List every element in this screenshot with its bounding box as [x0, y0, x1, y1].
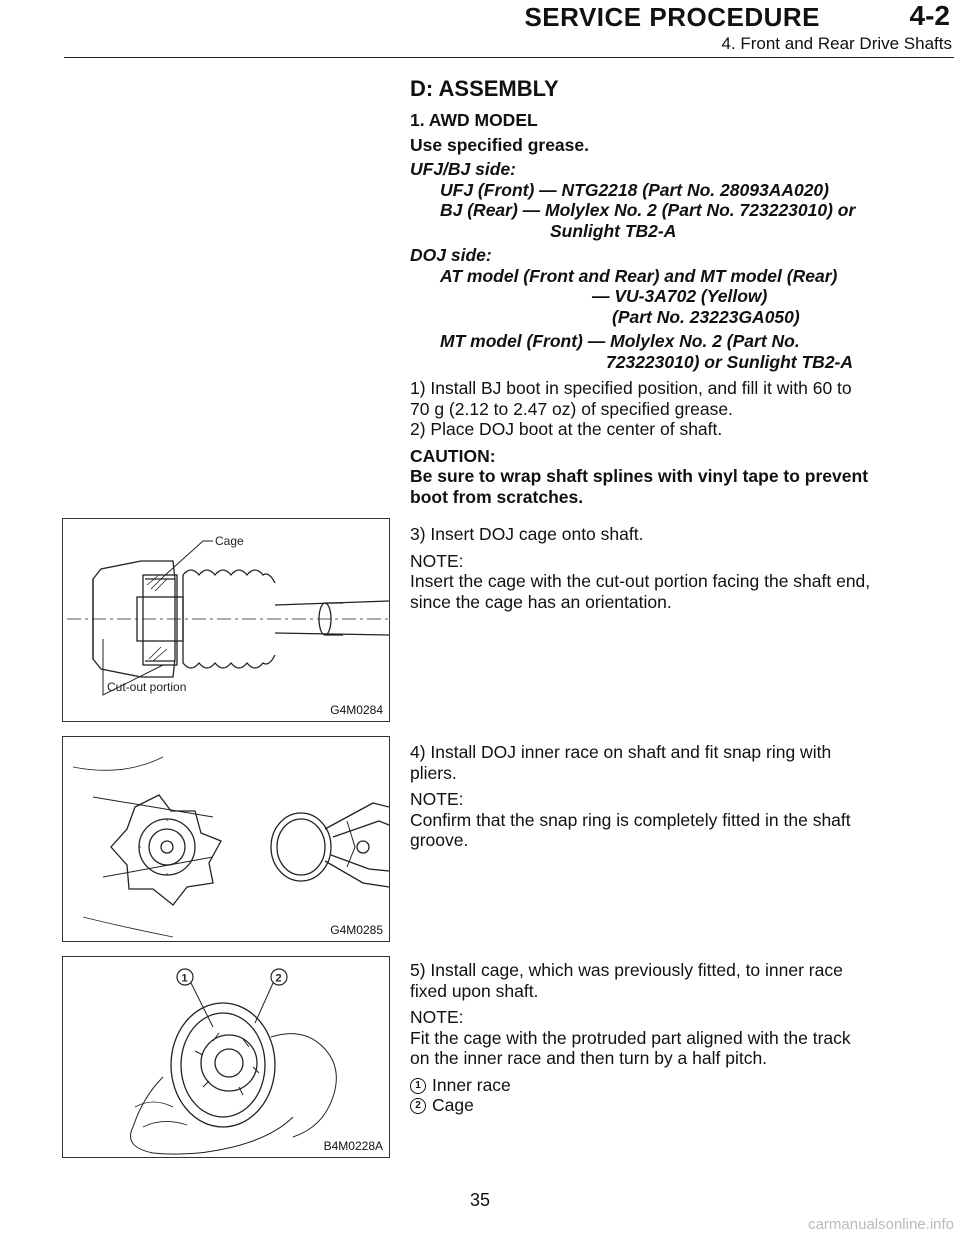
- cage-label: Cage: [215, 534, 244, 548]
- step-5-note-line-1: Fit the cage with the protruded part aligned with the track: [410, 1027, 851, 1048]
- step-2: 2) Place DOJ boot at the center of shaft.: [410, 419, 723, 439]
- legend-number: 2: [410, 1098, 426, 1114]
- callout-1: 1: [181, 972, 188, 985]
- doj-mt-line-cont: 723223010) or Sunlight TB2-A: [606, 351, 854, 372]
- doj-at-line: AT model (Front and Rear) and MT model (Rear): [440, 265, 838, 286]
- page-heading: D: ASSEMBLY: [410, 76, 559, 101]
- grease-intro: Use specified grease.: [410, 134, 589, 155]
- bj-line: BJ (Rear) — Molylex No. 2 (Part No. 723223010) or: [440, 200, 856, 220]
- step-3-block: [410, 524, 880, 612]
- figure-cage-install: [62, 956, 390, 1158]
- figure-doj-cage: [62, 518, 390, 722]
- legend-item: [410, 1095, 880, 1116]
- callout-2: 2: [275, 972, 282, 985]
- figure-code: B4M0228A: [323, 1139, 383, 1153]
- doj-at-partno: (Part No. 23223GA050): [612, 306, 800, 327]
- snap-ring-illustration: [63, 737, 389, 941]
- caution-line-2: boot from scratches.: [410, 486, 584, 507]
- step-5-line-2: fixed upon shaft.: [410, 980, 539, 1001]
- doj-label: DOJ side:: [410, 245, 492, 265]
- figure-code: G4M0284: [330, 703, 383, 717]
- step-5-line-1: 5) Install cage, which was previously fitted, to inner race: [410, 960, 843, 980]
- footer-watermark: carmanualsonline.info: [808, 1216, 954, 1233]
- ufj-line: UFJ (Front) — NTG2218 (Part No. 28093AA020): [440, 179, 829, 200]
- figure-snap-ring: [62, 736, 390, 942]
- step-4-block: [410, 742, 880, 851]
- legend-item: [410, 1075, 880, 1096]
- caution-line-1: Be sure to wrap shaft splines with vinyl tape to prevent: [410, 466, 869, 486]
- doj-at-grease: — VU-3A702 (Yellow): [592, 286, 768, 306]
- step-3-note-label: NOTE:: [410, 550, 464, 571]
- chapter-number: 4-2: [909, 0, 950, 31]
- step-4-note-label: NOTE:: [410, 789, 464, 809]
- legend-label: Cage: [432, 1095, 474, 1115]
- step-4-line-1: 4) Install DOJ inner race on shaft and fit snap ring with: [410, 742, 832, 762]
- doj-cage-illustration: [63, 519, 389, 721]
- page-number: 35: [469, 1190, 491, 1210]
- step-4-note-line-1: Confirm that the snap ring is completely fitted in the shaft: [410, 809, 851, 830]
- step-1-line-a: 1) Install BJ boot in specified position, and fill it with 60 to: [410, 378, 852, 398]
- figure-code: G4M0285: [330, 923, 383, 937]
- step-5-block: [410, 960, 880, 1116]
- section-subtitle: 4. Front and Rear Drive Shafts: [721, 34, 952, 53]
- model-heading: 1. AWD MODEL: [410, 110, 538, 130]
- header-rule: [64, 57, 954, 58]
- ufj-bj-label: UFJ/BJ side:: [410, 159, 516, 179]
- step-3-note-line-1: Insert the cage with the cut-out portion facing the shaft end,: [410, 571, 871, 591]
- step-1-line-b: 70 g (2.12 to 2.47 oz) of specified grease.: [410, 398, 733, 419]
- legend-number: 1: [410, 1078, 426, 1094]
- step-5-note-line-2: on the inner race and then turn by a half pitch.: [410, 1048, 768, 1068]
- grease-spec-block: [410, 110, 880, 507]
- bj-line-cont: Sunlight TB2-A: [550, 220, 677, 241]
- caution-label: CAUTION:: [410, 445, 496, 466]
- doj-mt-line: MT model (Front) — Molylex No. 2 (Part No.: [440, 331, 800, 351]
- step-4-line-2: pliers.: [410, 762, 457, 783]
- section-title: SERVICE PROCEDURE: [524, 2, 820, 32]
- cutout-label: Cut-out portion: [107, 680, 187, 694]
- legend-label: Inner race: [432, 1074, 511, 1095]
- cage-install-illustration: [63, 957, 389, 1157]
- step-3-note-line-2: since the cage has an orientation.: [410, 591, 672, 612]
- step-3: 3) Insert DOJ cage onto shaft.: [410, 524, 644, 544]
- step-5-note-label: NOTE:: [410, 1007, 464, 1027]
- step-4-note-line-2: groove.: [410, 830, 469, 850]
